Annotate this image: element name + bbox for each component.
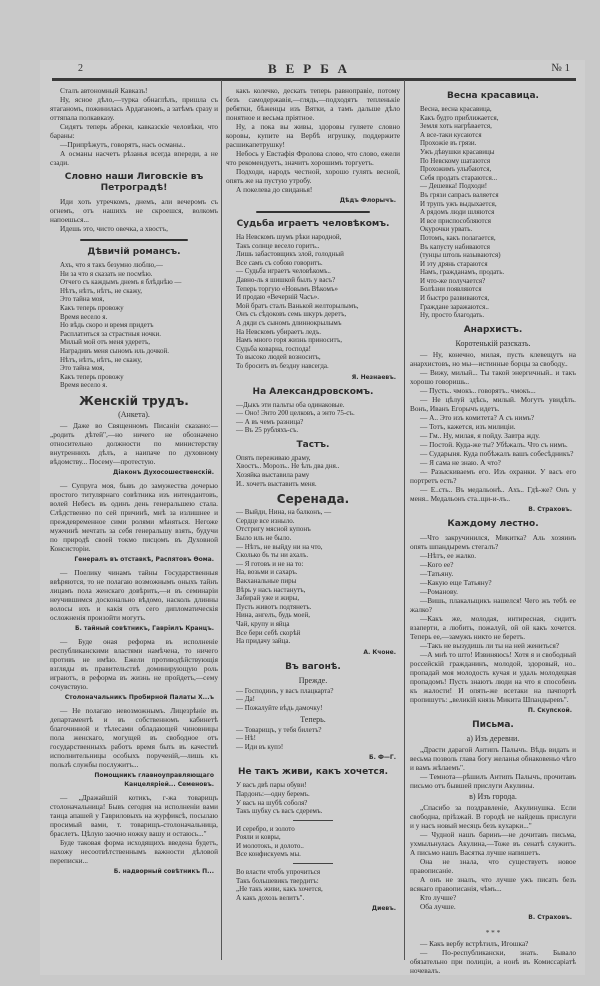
paragraph: Идешь это, чисто овечка, а хвостъ, <box>60 224 168 233</box>
poem-line: Такъ большевикъ твердитъ: <box>236 876 319 885</box>
author-signature: Б. Ф—Г. <box>369 754 396 762</box>
poem <box>226 687 400 713</box>
article-heading: Не такъ живи, какъ хочется. <box>237 767 389 778</box>
poem-line: Сколько бъ ты ни ахалъ. <box>236 551 309 560</box>
paragraph: — Даже во Священномъ Писаніи сказано:—„родить дѣтей",—но ничего не обозначено относительно должности по министерству внутреннихъ дѣлъ, а наипаче по духовному вѣдомству... Посему—протестую. <box>50 420 218 466</box>
paragraph: —Романову. <box>420 586 458 596</box>
poem-line: Окурочки урвать. <box>420 225 473 234</box>
paragraph: — А.. Это изъ комитета? А съ нимъ? <box>420 412 535 422</box>
poem-line: Онъ съ сѣдоковъ семь шкуръ деретъ, <box>236 310 347 319</box>
ornamental-divider <box>80 239 188 241</box>
poem-line: Расплатиться за страстныя ночки. <box>60 329 161 338</box>
paragraph: — Чудной нашъ баринъ—не дочитавъ письма, ухмыльнулась Акулина,—Тоже въ сенатѣ служитъ. А письмо нашъ Васятка лучше напишетъ. <box>410 829 576 857</box>
masthead <box>48 62 576 76</box>
poem-line: То броситъ въ бездну навсегда. <box>236 361 329 370</box>
paragraph: „Драсти дарагой Антипъ Палычъ. Вѣдь видать и весьма позволь глава богу желанья обнаковеньо чѣго и вамъ жѣлаемъ". <box>410 744 576 772</box>
subheading: Теперь. <box>300 714 326 724</box>
poem-line: Такъ шубку съ васъ сдеремъ. <box>236 807 323 816</box>
poem-line: — Судьба играетъ человѣкомъ.. <box>236 267 331 276</box>
article-heading: Письма. <box>472 719 514 730</box>
column-divider <box>221 80 222 960</box>
paragraph: А османы насчетъ рѣзанья всегда впереди, а не сзади. <box>50 149 218 167</box>
poem-line: Сердце все изныло. <box>236 516 295 525</box>
article-heading: Словно наши Лиговскіе въ Петроградѣ! <box>64 172 204 193</box>
poem-line: И продаю «Вечерній Часъ». <box>236 293 320 302</box>
poem-line: Въ капусту набиваются <box>420 242 491 251</box>
article-heading: Тастъ. <box>296 439 330 450</box>
poem-line: Болѣзни появляются <box>420 285 482 294</box>
poem-line: Теперь торгую «Новымъ Вѣкомъ» <box>236 284 339 293</box>
poem-line: И эту дрянь стараются <box>420 259 488 268</box>
poem-line: Нѣтъ, нѣтъ, нѣтъ, не скажу, <box>60 355 142 364</box>
separator-rule <box>293 863 333 864</box>
ornamental-divider <box>256 211 370 213</box>
subheading: Прежде. <box>298 675 328 685</box>
separator-rule <box>293 820 333 821</box>
poem-line: Отчего съ каждымъ днемъ я блѣднѣю — <box>60 278 182 287</box>
paragraph: —Что закручинился, Микитка? Аль хозяинъ опять шпандыремъ стегалъ? <box>410 532 576 551</box>
poem-line: — А въ чемъ разница? <box>236 417 304 426</box>
author-signature: Столоначальникъ Пробирной Палаты Х...ъ <box>64 693 214 701</box>
asterism: * * * <box>485 927 501 937</box>
poem-line: Опять переживаю драму, <box>236 453 311 462</box>
poem-line: Вакханальные пиры <box>236 577 297 585</box>
paragraph: Иди хоть утречкомъ, днемъ, али вечеромъ съ огнемъ, отъ нашихъ не скроешся, волкомъ напоешься... <box>50 197 218 224</box>
poem-line: Наградивъ меня сыномъ иль дочкой. <box>60 346 170 355</box>
paragraph: —Какую еще Татьяну? <box>420 577 492 587</box>
poem-line: И серебро, и золото <box>236 824 295 833</box>
column-1 <box>50 86 218 966</box>
paragraph: —Нѣтъ, ее жалко. <box>420 550 477 560</box>
paragraph: — Ну, конечно, милая, пусть клевещутъ на анархистовъ, но мы—истинные борцы за свободу.. <box>410 349 576 368</box>
poem-line: Во власти чтобъ упрочиться <box>236 868 321 877</box>
article-heading: Весна красавица. <box>447 91 539 101</box>
paragraph: — Буде оная реформа въ исполненіе республиканскими властями намѣчена, то ничего противъ не имѣю. Ежели противодѣйствующія взгляды въ правительствѣ доминирующую роль играютъ, в реформа въ жизнь не пройдетъ,—сему сочувствую. <box>50 636 218 691</box>
poem <box>226 781 400 815</box>
poem-line: — Товарищъ, у тебя билетъ? <box>236 725 322 734</box>
poem-line: На придачу зайца. <box>236 637 291 646</box>
poem <box>50 261 218 390</box>
paragraph: —Какъ же, молодая, интиресная, сидитъ взаперти, а любить, пожалуй, ой ой какъ хочется. Теперь ее,—замужъ никто не беретъ. <box>410 613 576 641</box>
poem-line: Пусть животъ подтянетъ. <box>236 602 312 611</box>
poem-line: Было иль не было. <box>236 534 292 543</box>
article-heading: Анархистъ. <box>463 324 523 335</box>
paragraph: Ну, ясное дѣло,—турка обнаглѣлъ, пришла съ ятаганомъ, пожинилась Ардаганомъ, а затѣмъ сразу и оттяпала полкавказу. <box>50 95 218 122</box>
author-signature: Я. Незнаевъ. <box>351 373 396 381</box>
paragraph: — „Дражайшій котикъ, г-жа товарищъ столоначальница! Бывъ сегодня на исполненіи вами танца апашей у Гавриловыхъ на журфиксѣ, посылаю просимый вами, т. товарищъ-столоначальница, браслетъ. Цѣлую заочно ножку вашу и остаюсь..." <box>50 792 218 838</box>
author-signature: В. Страховъ. <box>528 913 572 921</box>
paragraph: — Пусть.. чмокъ.. говорятъ.. чмокъ... <box>420 385 536 395</box>
paragraph: А покелева до свиданья! <box>236 185 313 194</box>
paragraph: — Сударыня. Куда побѣжалъ вашъ собесѣдникъ? <box>420 448 574 458</box>
author-signature: Генералъ въ отставкѣ, Распятовъ Ѳома. <box>74 555 214 563</box>
poem-line: Лишь забастовщикъ злой, голодный <box>236 250 344 259</box>
poem-line: — Господинъ, у васъ плацкарта? <box>236 686 334 695</box>
paragraph: Небось у Евстафія Фролова слово, что слово, ежели что рекомендуетъ, значитъ хорошимъ торгуетъ. <box>226 149 400 167</box>
poem-line: „Не такъ живи, какъ хочется, <box>236 885 323 894</box>
poem-line: — Оно! Энто 200 целковъ, а энто 75-съ. <box>236 409 355 418</box>
poem-line: Какъ теперь провожу <box>60 372 124 381</box>
paragraph: какъ колечко, дескать теперь равноправіе, потому безъ самодержавія,—глядь,—подходятъ тепленькіе ребятки, бѣженцы изъ Вятки, а тамъ дальше дѣло понятное и весьма пріятное. <box>226 86 400 122</box>
paragraph: — Темнота—рѣшилъ Антипъ Палычъ, прочитавъ письмо отъ бывшей прислуги Акулины. <box>410 771 576 790</box>
poem-line: Хозяйка выставила раму <box>236 471 310 480</box>
poem-line: — Да! <box>236 695 255 704</box>
paragraph: —Татьяну. <box>420 568 454 578</box>
masthead-rule <box>52 78 576 81</box>
paragraph: —Вишь, плакальщикъ нашелся! Чего жъ тебѣ ее жалко? <box>410 595 576 614</box>
paragraph: — Гм.. Ну, милая, я пойду. Завтра жду. <box>420 430 540 440</box>
poem-line: Это тайна моя, <box>60 295 105 304</box>
poem-line: Милый мой отъ меня удеретъ, <box>60 338 150 347</box>
poem-line: Судьба коварна, господа! <box>236 344 311 353</box>
poem-line: А рядомъ люди шляются <box>420 208 495 217</box>
author-signature: Помощникъ главноуправляющаго Канцеляріей... Семеновъ. <box>94 771 214 788</box>
poem-line: На Невскомъ убираетъ ледъ. <box>236 327 321 336</box>
article-heading: Въ вагонѣ. <box>285 661 341 672</box>
poem-line: На Невскомъ шумъ рѣки народной, <box>236 233 342 241</box>
poem <box>410 105 576 320</box>
paragraph: — Какъ вербу встрѣтилъ, Игошка? <box>420 938 529 948</box>
paragraph: Она не знала, что существуетъ новое правописаніе. <box>410 856 576 875</box>
poem-line: Все конфискуемъ мы. <box>236 850 301 859</box>
poem-line: И молотокъ, и долото.. <box>236 841 304 850</box>
poem-line: Время весело я. <box>60 312 108 321</box>
poem-line: Ахъ, что я такъ безумно люблю,— <box>60 261 163 269</box>
poem-line: Какъ будто приближается, <box>420 113 499 122</box>
poem-line: А дяди съ сыномъ длиннокрылымъ <box>236 318 342 327</box>
article-heading: На Александровскомъ. <box>252 386 374 397</box>
poem-line: И что-же получается? <box>420 276 486 285</box>
poem-line: —Дыкъ эти пальты оба одинаковые. <box>236 400 345 409</box>
poem-line: Пардонъ:—одну беремъ. <box>236 789 310 798</box>
paragraph: А онъ не зналъ, что лучше ужъ писать безъ всякаго правописанія, чѣмъ... <box>410 874 576 893</box>
poem-line: И все приспособляются <box>420 216 491 225</box>
poem-line: Ни за что я сказать не посмѣю. <box>60 269 153 278</box>
poem-line: И быстро развиваются, <box>420 294 490 303</box>
paragraph: Оба лучше. <box>420 901 456 911</box>
poem-line: — Я готовъ и не на то: <box>236 559 304 568</box>
poem <box>226 825 400 859</box>
poem-line: По Невскому шатаются <box>420 156 491 165</box>
poem-line: Ужъ дѣвушки красавицы <box>420 147 495 156</box>
page-number: 2 <box>78 63 83 74</box>
column-3 <box>410 86 576 975</box>
poem <box>226 454 400 488</box>
poem-line: Какъ теперь провожу <box>60 303 124 312</box>
poem-line: Намъ много горя жизнь приноситъ, <box>236 336 342 345</box>
paragraph: — Постой. Куда-же ты? Убѣжалъ. Что съ нимъ. <box>420 439 568 449</box>
poem-line: Забирай уже и жиры, <box>236 594 300 603</box>
poem-line: И трупъ ужъ выдыхается, <box>420 199 497 208</box>
paragraph: — Не полагаю невозможнымъ. Лицезрѣніе въ департаментѣ и въ собственномъ кабинетѣ благочинной и тѣлесами обладающей чиновницы пола женскаго, могущей въ свободное отъ государственныхъ работъ время быть въ качествѣ исполнительницы особыхъ порученій,—лишь къ пользѣ службы послужитъ... <box>50 705 218 769</box>
poem-line: Это тайна моя, <box>60 364 105 373</box>
paragraph: — Разыскиваемъ его. Изъ охранки. У васъ его портретъ есть? <box>410 466 576 485</box>
subheading: а) Изъ деревни. <box>466 733 520 743</box>
poem-line: У васъ на шубѣ соболя? <box>236 798 308 807</box>
poem-line: Земля хоть нагрѣвается, <box>420 122 492 131</box>
article-heading: Судьба играетъ человѣкомъ. <box>236 219 390 229</box>
poem-line: — Нѣтъ, не выйду ни на что, <box>236 542 323 551</box>
article-heading-large: Женскій трудъ. <box>79 393 189 408</box>
paragraph: Ну, а пока вы живы, здоровы гуляете словно коровы, купите на Вербѣ игрушку, поддержите расшикапетрушку! <box>226 122 400 149</box>
poem-line: (тунцы штоль называются) <box>420 251 501 260</box>
paragraph: — Поелику чинамъ тайны Государственныя ввѣряются, то не полагаю возможнымъ оныхъ тайнъ лицамъ пола женскаго довѣрить,—и въ семинаріи неучившимся досконально вѣдомо, насколь длинны волосы ихъ и какія отъ сего дипломатическія осложненія произойти могутъ. <box>50 567 218 622</box>
author-signature: Дѣдъ Флорычъ. <box>339 197 396 204</box>
poem <box>226 868 400 902</box>
paragraph: — Супруга моя, бывъ до замужества дочерью простого титулярнаго совѣтника изъ интендантовъ, волей Небесъ въ одинъ день генеральшею стала. Слѣдственно по сей причинѣ, мнѣ за излишнее и преждевременное сими ролями мѣняться. Негоже мужчинѣ мечтать за себя генеральшу взять, будучи по природѣ своей токмо писцомъ въ Духовной Консисторіи. <box>50 480 218 553</box>
poem-line: Нина, ангелъ, будь моей, <box>236 611 310 620</box>
poem <box>226 233 400 371</box>
paragraph: Подходи, народъ честной, хорошо гулять весной, опять же на пустую утробу. <box>226 167 400 185</box>
author-signature: П. Скупской. <box>527 706 572 714</box>
poem-line: Такъ солнце весело горитъ.. <box>236 241 320 250</box>
poem <box>226 726 400 752</box>
poem-line: Но вѣдь скоро и время придетъ <box>60 321 154 330</box>
subheading: в) Изъ города. <box>469 791 517 801</box>
paragraph: — Вижу, милый... Ты такой энергичный.. и такъ хорошо говоришь.. <box>410 367 576 386</box>
poem-line: Все бери себѣ скорѣй <box>236 628 301 637</box>
poem-line: Весна, весна красавица, <box>420 105 492 113</box>
paragraph: —А мнѣ то што! Извиняюсь! Хотя я и свободный россейскій гражданинъ, молодой, здоровый, но.. пропадай моя молодость кучая и удаль молодецкая пропадомъ! Пусть знаютъ люди на что я способенъ къ жалости! И опять-же всетаки на пачпортѣ пропишутъ: „великій князь Микита Шпандыревъ". <box>410 649 576 704</box>
poem-line: Въ грязи сапрасъ валяется <box>420 190 499 199</box>
paragraph: — Не цѣлуй здѣсь, милый. Могутъ увидѣть. Вонъ, Иванъ Егорычъ идетъ. <box>410 394 576 413</box>
paragraph: Буде таковая форма исходящихъ введена будетъ, нахожу несоотвѣтственнымъ важности дѣловой переписки... <box>50 837 218 865</box>
poem-line: — Выйди, Нина, на балконъ, — <box>236 508 332 517</box>
poem-line: Отстригу мясной купонъ <box>236 525 311 534</box>
poem-line: — Иди въ купэ! <box>236 742 284 751</box>
paragraph: Кто лучше? <box>420 892 457 902</box>
paragraph: „Спасибо за поздравленіе, Акулинушка. Если свободна, пріѣзжай. В городѣ не найдешь прислуги и у насъ новый месяцъ безъ кухарки..." <box>410 802 576 830</box>
column-2 <box>226 86 400 966</box>
author-signature: Б. тайный совѣтникъ, Гавріилъ Кранцъ. <box>74 624 214 632</box>
poem-line: Вѣрь у насъ настанутъ, <box>236 585 306 594</box>
poem-line: Чай, крупу и яйца <box>236 619 290 628</box>
article-heading-large: Серенада. <box>276 492 350 507</box>
author-signature: А. Кчоне. <box>363 648 396 656</box>
poem <box>226 508 400 646</box>
subheading: (Анкета). <box>118 409 150 419</box>
poem-line: — Пожалуйте вѣдь дамочку! <box>236 703 323 712</box>
poem-line: Ну, просто благодать. <box>420 311 485 320</box>
poem-line: Прохожимъ улыбаются, <box>420 165 492 174</box>
poem-line: То высоко людей возноситъ, <box>236 353 321 362</box>
poem <box>226 401 400 435</box>
poem-line: — Дешевка! Подходи! <box>420 182 488 191</box>
poem-line: Себя продать стараются... <box>420 173 498 182</box>
poem-line: У васъ двѣ пары обуви! <box>236 781 307 790</box>
poem-line: Рояли и ковры, <box>236 833 281 842</box>
poem-line: Намъ, гражданамъ, продать. <box>420 268 505 277</box>
author-signature: Діаконъ Духосошественскій. <box>113 468 214 476</box>
poem-line: Потомъ, какъ полагается, <box>420 233 496 242</box>
paragraph: —Кого ее? <box>420 559 454 569</box>
poem-line: Хвостъ.. Морозъ.. Не ѣлъ два дня.. <box>236 462 340 471</box>
poem-line: На, возьми и сахаръ. <box>236 568 298 577</box>
author-signature: Б. надворный совѣтникъ П... <box>113 867 214 875</box>
article-heading: Каждому лестно. <box>447 518 539 529</box>
poem-line: Все самъ съ собою говоритъ. <box>236 258 323 267</box>
paragraph: Сталъ автономный Кавказъ! <box>60 86 148 95</box>
poem-line: Время весело я. <box>60 381 108 390</box>
article-heading: Дѣвичій романсъ. <box>87 247 181 257</box>
subheading: Коротенькій разсказъ. <box>455 338 531 348</box>
poem-line: — Въ 25 рубляхъ-съ. <box>236 426 299 435</box>
poem-line: Граждане заражаются.. <box>420 302 489 311</box>
poem-line: Давно-ль я шишкой былъ у васъ? <box>236 275 336 284</box>
paragraph: Сидятъ теперь абреки, кавказскіе человѣки, что бараны: <box>50 122 218 140</box>
poem-line: — Нѣ! <box>236 734 256 743</box>
poem-line: Нѣтъ, нѣтъ, нѣтъ, не скажу, <box>60 286 142 295</box>
author-signature: В. Страховъ. <box>528 505 572 513</box>
poem-line: Прохожіе въ грязи. <box>420 139 477 148</box>
paragraph: —Припрѣжутъ, говорятъ, насъ османы.. <box>60 140 186 149</box>
paragraph: — Я сама не знаю. А что? <box>420 457 501 467</box>
poem-line: А все-таки кусаются <box>420 130 482 139</box>
paragraph: — По-республикански, знать. Бывало обязательно при полиціи, а нонѣ въ Комиссаріатѣ ночевалъ. <box>410 947 576 975</box>
poem-line: А какъ дохозь велитъ". <box>236 893 305 902</box>
column-divider <box>404 80 405 960</box>
poem-line: И.. хочетъ выставить меня. <box>236 479 317 488</box>
newspaper-title: ВЕРБА <box>267 61 357 76</box>
poem-line: Мой братъ сталъ Ванькой желторылымъ, <box>236 301 359 310</box>
paragraph: —Такъ не вызудишь ли ты на ней жениться? <box>420 640 560 650</box>
issue-number: № 1 <box>551 62 570 74</box>
author-signature: Диевъ. <box>371 905 396 913</box>
paragraph: — Тотъ, кажется, изъ милиціи. <box>420 421 516 431</box>
paragraph: — Е..сть.. Въ медальонѣ.. Ахъ.. Гдѣ-же? Онъ у меня.. Медальонъ ста..щи-и-лъ.. <box>410 484 576 503</box>
